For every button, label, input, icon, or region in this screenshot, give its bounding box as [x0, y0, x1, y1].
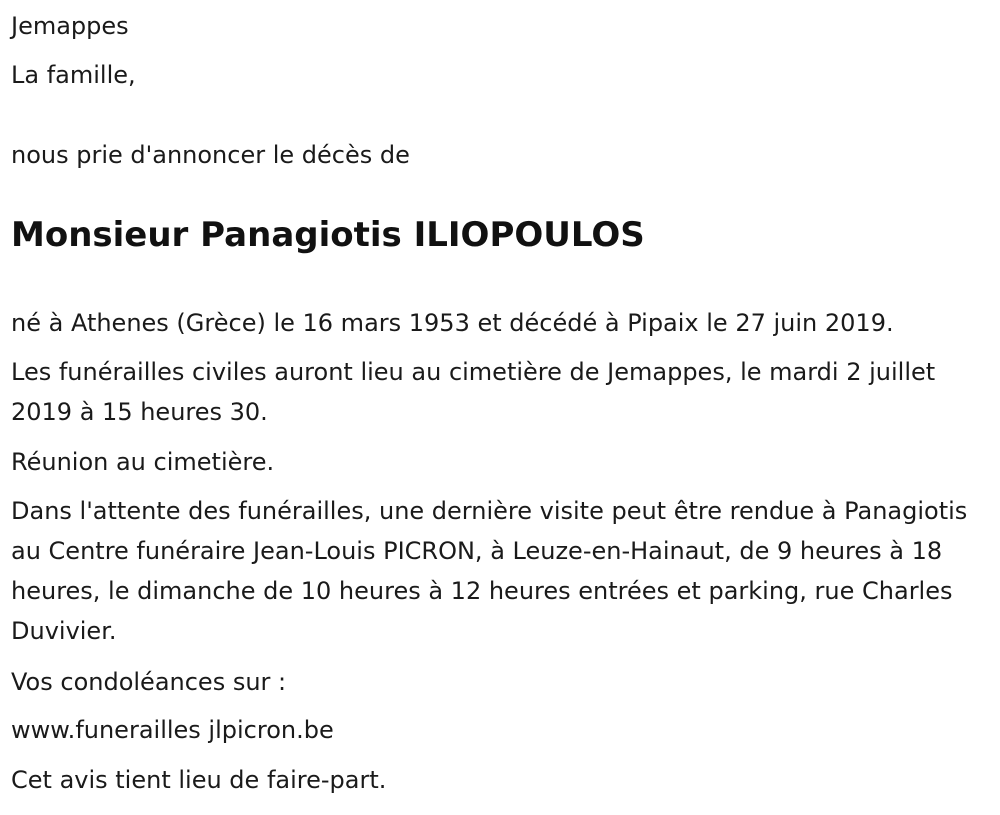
meeting-place: Réunion au cimetière.: [11, 448, 275, 476]
funeral-details: Les funérailles civiles auront lieu au cimetière de Jemappes, le mardi 2 juillet 2019 à 15 heures 30.: [11, 358, 936, 426]
condolences-website-link[interactable]: www.funerailles jlpicron.be: [11, 716, 334, 744]
birth-death-dates: né à Athenes (Grèce) le 16 mars 1953 et décédé à Pipaix le 27 juin 2019.: [11, 309, 894, 337]
notice-location: Jemappes: [11, 12, 129, 40]
deceased-name: Monsieur Panagiotis ILIOPOULOS: [11, 215, 645, 255]
closing-statement: Cet avis tient lieu de faire-part.: [11, 766, 387, 794]
condolences-label: Vos condoléances sur :: [11, 668, 287, 696]
visit-details: Dans l'attente des funérailles, une dernière visite peut être rendue à Panagiotis au Centre funéraire Jean-Louis PICRON, à Leuze-en-Hainaut, de 9 heures à 18 heures, le dimanche de 10 heures à 12 heures entrées et parking, rue Charles Duvivier.: [11, 497, 968, 645]
notice-family: La famille,: [11, 61, 136, 89]
notice-announcement: nous prie d'annoncer le décès de: [11, 141, 410, 169]
